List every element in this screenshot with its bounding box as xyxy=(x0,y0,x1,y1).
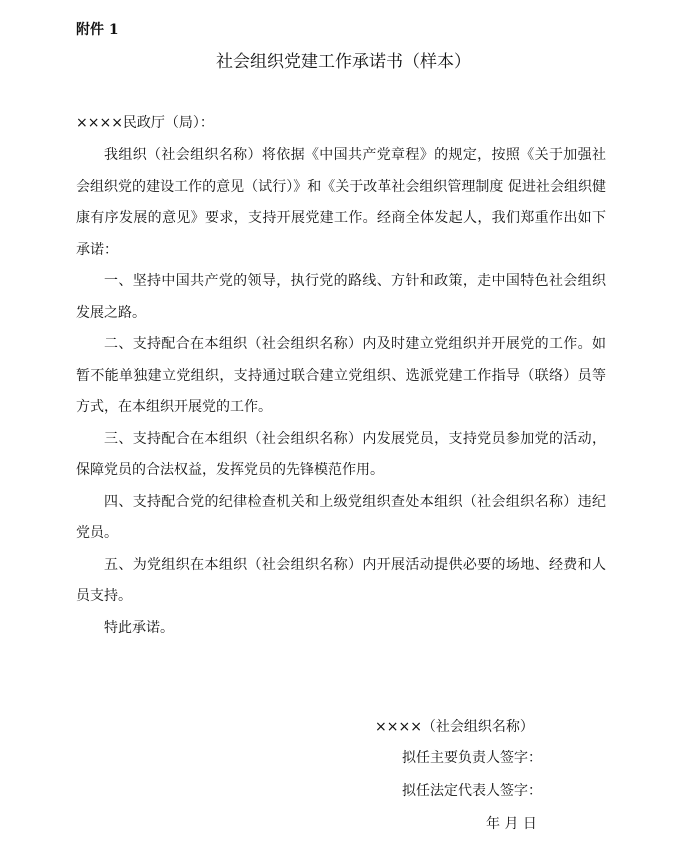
signature-principal: 拟任主要负责人签字： xyxy=(402,750,542,766)
attachment-label: 附件 1 xyxy=(76,22,119,38)
document-title: 社会组织党建工作承诺书（样本） xyxy=(216,52,471,72)
signature-org-name: ××××（社会组织名称） xyxy=(375,719,534,735)
paragraph-commitment-2: 二、支持配合在本组织（社会组织名称）内及时建立党组织并开展党的工作。如暂不能单独建立党组织，支持通过联合建立党组织、选派党建工作指导（联络）员等方式，在本组织开展党的工作。 xyxy=(76,336,606,415)
addressee: ××××民政厅（局）： xyxy=(76,115,214,131)
paragraph-closing: 特此承诺。 xyxy=(104,619,174,636)
paragraph-commitment-4: 四、支持配合党的纪律检查机关和上级党组织查处本组织（社会组织名称）违纪党员。 xyxy=(76,493,606,541)
paragraph-commitment-5: 五、为党组织在本组织（社会组织名称）内开展活动提供必要的场地、经费和人员支持。 xyxy=(76,556,606,604)
document-body xyxy=(76,140,606,644)
paragraph-intro: 我组织（社会组织名称）将依据《中国共产党章程》的规定，按照《关于加强社会组织党的建设工作的意见（试行）》和《关于改革社会组织管理制度 促进社会组织健康有序发展的意见》要求，支持开展党建工作。经商全体发起人，我们郑重作出如下承诺： xyxy=(76,147,606,258)
paragraph-commitment-3: 三、支持配合在本组织（社会组织名称）内发展党员，支持党员参加党的活动，保障党员的合法权益，发挥党员的先锋模范作用。 xyxy=(76,430,606,478)
signature-legal-rep: 拟任法定代表人签字： xyxy=(402,783,542,799)
paragraph-commitment-1: 一、坚持中国共产党的领导，执行党的路线、方针和政策，走中国特色社会组织发展之路。 xyxy=(76,273,606,321)
signature-date: 年 月 日 xyxy=(486,816,537,832)
